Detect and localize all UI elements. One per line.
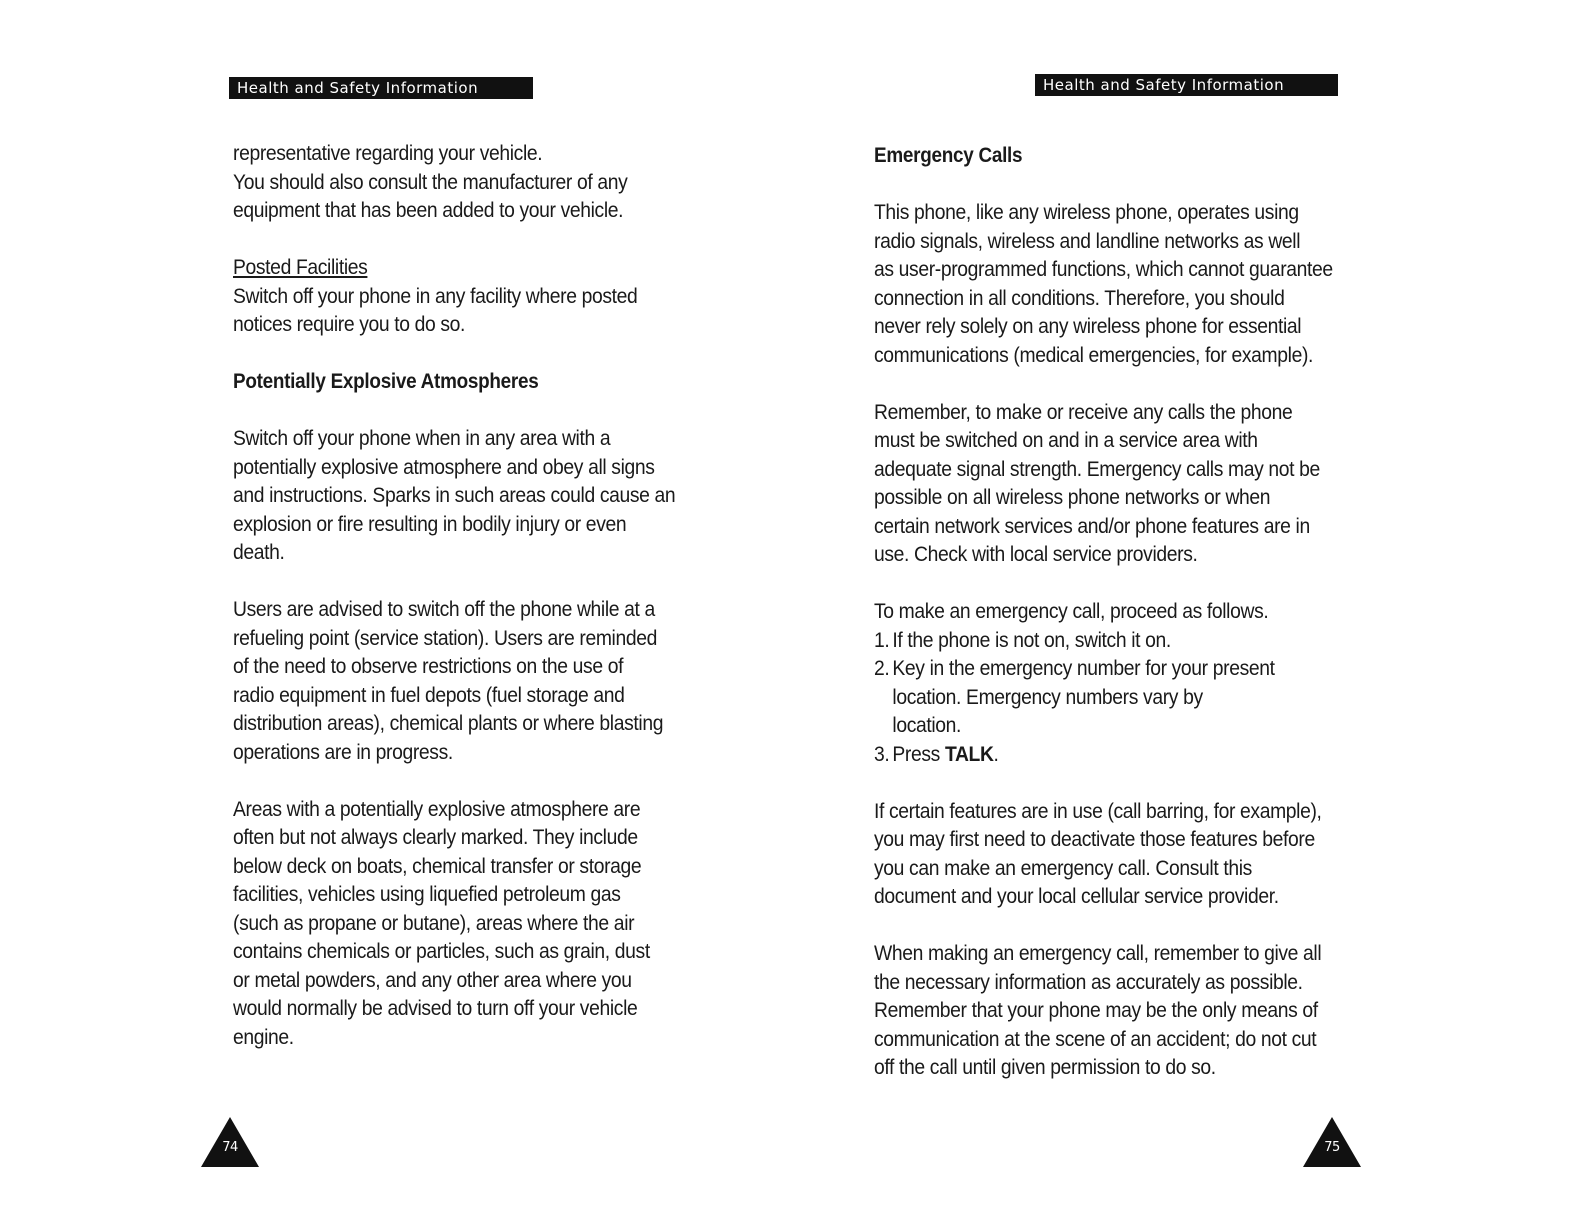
posted-facilities-title: Posted Facilities <box>233 256 368 279</box>
emergency-steps-list <box>874 627 1369 770</box>
section-header-left: Health and Safety Information <box>229 77 533 99</box>
page-number-marker-right <box>1303 1117 1361 1167</box>
intro-text: representative regarding your vehicle. You should also consult the manufacturer of any equipment that has been added to your vehicle. <box>233 142 628 222</box>
explosive-paragraph-3: Areas with a potentially explosive atmosphere are often but not always clearly marked. They include below deck on boats, chemical transfer or storage facilities, vehicles using liquefied petroleum gas (such as propane or butane), areas where the air contains chemicals or particles, such as grain, dust or metal powders, and any other area where you would normally be advised to turn off your vehicle engine. <box>233 797 650 1049</box>
explosive-paragraph-2: Users are advised to switch off the phone while at a refueling point (service station). Users are reminded of the need to observe restrictions on the use of radio equipment in fuel depots (fuel storage and distribution areas), chemical plants or where blasting operations are in progress. <box>233 598 664 764</box>
posted-facilities-text: Switch off your phone in any facility where posted notices require you to do so. <box>233 284 638 336</box>
page-number-right: 75 <box>1324 1140 1340 1155</box>
page-number-left: 74 <box>222 1140 238 1155</box>
left-page <box>233 140 723 1052</box>
emergency-paragraph-4: When making an emergency call, remember to give all the necessary information as accurately as possible. Remember that your phone may be the only means of communication at the scene of an accident; do not cut off the call until given permission to do so. <box>874 942 1322 1079</box>
explosive-atmospheres-heading: Potentially Explosive Atmospheres <box>233 370 539 393</box>
page-number-marker-left <box>201 1117 259 1167</box>
list-item: 1. If the phone is not on, switch it on. <box>874 628 1171 652</box>
section-header-right: Health and Safety Information <box>1035 74 1338 96</box>
list-item: 2. Key in the emergency number for your present location. Emergency numbers vary by location. <box>874 657 1275 737</box>
emergency-paragraph-1: This phone, like any wireless phone, operates using radio signals, wireless and landline networks as well as user-programmed functions, which cannot guarantee connection in all conditions. Therefore, you should never rely solely on any wireless phone for essential communications (medical emergencies, for example). <box>874 201 1333 367</box>
emergency-paragraph-2: Remember, to make or receive any calls the phone must be switched on and in a service area with adequate signal strength. Emergency calls may not be possible on all wireless phone networks or when certain network services and/or phone features are in use. Check with local service providers. <box>874 400 1320 566</box>
emergency-calls-heading: Emergency Calls <box>874 144 1023 167</box>
emergency-paragraph-3: If certain features are in use (call barring, for example), you may first need to deactivate those features before you can make an emergency call. Consult this document and your local cellular service provider. <box>874 799 1322 908</box>
explosive-paragraph-1: Switch off your phone when in any area with a potentially explosive atmosphere and obey all signs and instructions. Sparks in such areas could cause an explosion or fire resulting in bodily injury or even death. <box>233 427 676 564</box>
list-item: 3. Press TALK. <box>874 742 999 766</box>
talk-key-label: TALK <box>944 742 994 766</box>
steps-intro: To make an emergency call, proceed as follows. <box>874 600 1269 623</box>
right-page <box>874 142 1369 1083</box>
